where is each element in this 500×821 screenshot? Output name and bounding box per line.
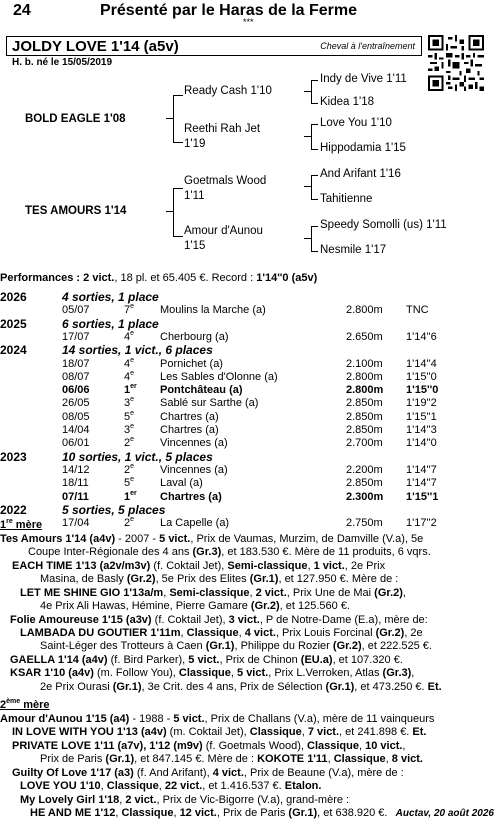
dam-text-7: Folie Amoureuse 1'15 (a3v) (f. Coktail Jet), 3 vict., P de Notre-Dame (E.a), mère de: xyxy=(10,614,428,626)
race-time: 1'19''2 xyxy=(406,397,437,410)
dam-bracket xyxy=(173,188,183,237)
dam-text-2: Coupe Inter-Régionale des 4 ans (Gr.3), et 183.530 €. Mère de 11 produits, 6 vqrs. xyxy=(28,546,431,558)
horse-name: JOLDY LOVE 1'14 (a5v) xyxy=(12,38,179,55)
gp-sire-dam-line1: Reethi Rah Jet xyxy=(184,123,261,135)
performance-summary xyxy=(0,272,317,284)
race-distance: 2.750m xyxy=(346,517,383,530)
performance-label: Performances : xyxy=(0,272,84,284)
race-place xyxy=(124,384,137,396)
race-row xyxy=(0,384,500,397)
gdam-text-1: Amour d'Aunou 1'15 (a4) - 1988 - 5 vict., Prix de Challans (V.a), mère de 11 vainqueurs xyxy=(0,713,435,725)
horse-name-box xyxy=(6,36,422,56)
race-date: 06/06 xyxy=(62,384,90,397)
race-row xyxy=(0,437,500,450)
ggp-2: Kidea 1'18 xyxy=(320,96,374,108)
ggp-8: Nesmile 1'17 xyxy=(320,244,387,256)
ggp-tick-2 xyxy=(304,136,311,137)
ggp-1: Indy de Vive 1'11 xyxy=(320,73,407,85)
race-time: 1'15''0 xyxy=(406,370,437,383)
race-place xyxy=(124,437,134,449)
performance-wins: 2 vict. xyxy=(83,272,115,284)
qr-code-icon xyxy=(428,35,484,91)
race-date: 26/05 xyxy=(62,397,90,410)
year-summary: 4 sorties, 1 place xyxy=(62,290,159,304)
race-time: TNC xyxy=(406,304,429,317)
race-place-suffix: e xyxy=(130,356,135,364)
ggp-5: And Arifant 1'16 xyxy=(320,168,401,180)
race-date: 14/12 xyxy=(62,463,90,476)
ggp-tick-1 xyxy=(304,91,311,92)
race-place-num: 1 xyxy=(124,384,131,397)
race-place-suffix: e xyxy=(130,436,135,444)
gp-dam-sire-line1: Goetmals Wood xyxy=(184,175,267,187)
race-date: 14/04 xyxy=(62,424,90,436)
performance-rest: , 18 pl. et 65.405 €. Record : xyxy=(114,272,257,284)
race-place-suffix: e xyxy=(130,329,135,337)
race-date: 06/01 xyxy=(62,437,90,450)
second-dam-heading xyxy=(0,699,50,711)
race-course: Les Sables d'Olonne (a) xyxy=(160,370,278,383)
race-date: 08/05 xyxy=(62,410,90,423)
dam-name: TES AMOURS 1'14 xyxy=(25,205,127,217)
race-place xyxy=(124,464,134,476)
gdam-text-2: IN LOVE WITH YOU 1'13 (a4v) (m. Coktail Jet), Classique, 7 vict., et 241.898 €. Et. xyxy=(12,726,427,738)
race-date: 17/07 xyxy=(62,330,90,343)
race-time: 1'15''1 xyxy=(406,490,439,503)
race-place-num: 4 xyxy=(124,330,131,343)
gp-dam-dam-line1: Amour d'Aunou xyxy=(184,225,263,237)
race-row xyxy=(0,371,500,384)
race-place xyxy=(124,411,134,423)
page-number: 24 xyxy=(13,2,31,19)
sire-bracket xyxy=(173,95,183,143)
page-title: Présenté par le Haras de la Ferme xyxy=(100,2,358,19)
race-place-suffix: e xyxy=(130,396,135,404)
year-label: 2022 xyxy=(0,502,27,517)
gdam-text-8: HE AND ME 1'12, Classique, 12 vict., Prix de Paris (Gr.1), et 638.920 €. xyxy=(30,807,388,819)
race-distance: 2.100m xyxy=(346,357,383,370)
horse-status: Cheval à l'entraînement xyxy=(320,41,415,51)
race-course: Laval (a) xyxy=(160,477,203,490)
dam-text-11: KSAR 1'10 (a4v) (m. Follow You), Classique, 5 vict., Prix L.Verroken, Atlas (Gr.3), xyxy=(10,667,415,679)
year-label: 2024 xyxy=(0,343,27,358)
ggp-bracket-3 xyxy=(311,175,318,200)
race-course: Moulins la Marche (a) xyxy=(160,304,266,317)
race-place-suffix: e xyxy=(130,462,135,470)
race-distance: 2.850m xyxy=(346,477,383,490)
race-date: 18/07 xyxy=(62,357,90,370)
race-time: 1'14''6 xyxy=(406,330,437,343)
race-row xyxy=(0,424,500,437)
ggp-bracket-4 xyxy=(311,226,318,252)
first-dam-sup: re xyxy=(6,518,13,525)
first-dam-word: mère xyxy=(12,519,43,531)
race-place-num: 4 xyxy=(124,357,131,370)
race-course: Chartres (a) xyxy=(160,424,219,436)
second-dam-num: 2 xyxy=(0,699,7,711)
dam-text-6: 4e Prix Ali Hawas, Hémine, Pierre Gamare (Gr.2), et 125.560 €. xyxy=(40,600,350,612)
race-place-suffix: er xyxy=(130,489,137,497)
ggp-bracket-1 xyxy=(311,80,318,104)
race-row xyxy=(0,464,500,477)
race-place-num: 4 xyxy=(124,370,131,383)
race-place-num: 3 xyxy=(124,424,131,436)
race-place-suffix: e xyxy=(130,303,135,311)
race-time: 1'17''2 xyxy=(406,517,437,530)
race-place-suffix: e xyxy=(130,409,135,417)
race-course: Vincennes (a) xyxy=(160,437,228,450)
dam-text-5: LET ME SHINE GIO 1'13a/m, Semi-classique, 2 vict., Prix Une de Mai (Gr.2), xyxy=(20,587,406,599)
race-place-num: 5 xyxy=(124,410,131,423)
dam-text-8: LAMBADA DU GOUTIER 1'11m, Classique, 4 vict., Prix Louis Forcinal (Gr.2), 2e xyxy=(20,627,423,639)
dam-text-12: 2e Prix Ourasi (Gr.1), 3e Crit. des 4 ans, Prix de Sélection (Gr.1), et 473.250 €. Et. xyxy=(40,681,442,693)
stars: *** xyxy=(243,17,254,27)
year-summary: 14 sorties, 1 vict., 6 places xyxy=(62,343,213,358)
gp-dam-dam-line2: 1'15 xyxy=(184,240,206,252)
dam-text-10: GAELLA 1'14 (a4v) (f. Bird Parker), 5 vict., Prix de Chinon (EU.a), et 107.320 €. xyxy=(10,654,403,666)
race-place xyxy=(124,477,134,489)
race-time: 1'15''1 xyxy=(406,410,437,423)
gdam-text-6: LOVE YOU 1'10, Classique, 22 vict., et 1.416.537 €. Etalon. xyxy=(20,780,322,792)
dam-text-9: Saint-Léger des Trotteurs à Caen (Gr.1), Philippe du Rozier (Gr.2), et 222.525 €. xyxy=(40,640,432,652)
race-time: 1'15''0 xyxy=(406,384,439,397)
race-distance: 2.800m xyxy=(346,304,383,317)
race-place xyxy=(124,358,134,370)
race-distance: 2.700m xyxy=(346,437,383,450)
race-distance: 2.850m xyxy=(346,410,383,423)
gp-sire-sire: Ready Cash 1'10 xyxy=(184,85,272,97)
race-row xyxy=(0,411,500,424)
dam-text-3: EACH TIME 1'13 (a2v/m3v) (f. Coktail Jet), Semi-classique, 1 vict., 2e Prix xyxy=(12,560,386,572)
race-course: Chartres (a) xyxy=(160,410,219,423)
race-place xyxy=(124,424,134,436)
gp-dam-sire-line2: 1'11 xyxy=(184,190,205,202)
race-place-num: 3 xyxy=(124,397,131,410)
year-summary: 10 sorties, 1 vict., 5 places xyxy=(62,449,213,464)
race-place-num: 1 xyxy=(124,490,131,503)
race-course: La Capelle (a) xyxy=(160,517,230,530)
race-place xyxy=(124,331,134,343)
gdam-text-5: Guilty Of Love 1'17 (a3) (f. And Arifant), 4 vict., Prix de Beaune (V.a), mère de : xyxy=(12,767,404,779)
race-date: 08/07 xyxy=(62,370,90,383)
race-place xyxy=(124,371,134,383)
race-row xyxy=(0,304,500,317)
race-distance: 2.850m xyxy=(346,424,383,436)
gp-sire-dam-line2: 1'19 xyxy=(184,138,206,150)
year-summary: 5 sorties, 5 places xyxy=(62,502,166,517)
ggp-3: Love You 1'10 xyxy=(320,117,392,129)
race-time: 1'14''4 xyxy=(406,357,437,370)
sire-name: BOLD EAGLE 1'08 xyxy=(25,113,126,125)
race-place-suffix: er xyxy=(130,383,137,391)
first-dam-num: 1 xyxy=(0,519,7,531)
race-place-num: 2 xyxy=(124,517,131,530)
race-place-num: 7 xyxy=(124,304,131,317)
ggp-4: Hippodamia 1'15 xyxy=(320,142,406,154)
race-course: Pornichet (a) xyxy=(160,357,223,370)
race-distance: 2.200m xyxy=(346,463,383,476)
race-row xyxy=(0,517,500,530)
ggp-6: Tahitienne xyxy=(320,193,373,205)
second-dam-sup: ème xyxy=(6,698,21,705)
year-label: 2025 xyxy=(0,316,27,331)
ggp-7: Speedy Somolli (us) 1'11 xyxy=(320,219,447,231)
gdam-text-7: My Lovely Girl 1'18, 2 vict., Prix de Vic-Bigorre (V.a), grand-mère : xyxy=(20,794,350,806)
horse-subtitle: H. b. né le 15/05/2019 xyxy=(12,57,113,68)
sire-tick xyxy=(166,118,174,119)
race-place xyxy=(124,397,134,409)
race-place xyxy=(124,304,134,316)
race-time: 1'14''3 xyxy=(406,424,437,436)
race-row xyxy=(0,397,500,410)
race-place-num: 2 xyxy=(124,463,131,476)
dam-text-4: Masina, de Basly (Gr.2), 5e Prix des Elites (Gr.1), et 127.950 €. Mère de : xyxy=(40,573,399,585)
first-dam-heading xyxy=(0,519,42,531)
race-date: 17/04 xyxy=(62,517,90,530)
year-label: 2023 xyxy=(0,449,27,464)
race-row xyxy=(0,491,500,504)
ggp-bracket-2 xyxy=(311,124,318,150)
race-distance: 2.800m xyxy=(346,370,383,383)
race-time: 1'14''7 xyxy=(406,477,437,490)
race-date: 18/11 xyxy=(62,477,89,490)
race-row xyxy=(0,477,500,490)
race-distance: 2.300m xyxy=(346,490,384,503)
year-label: 2026 xyxy=(0,290,27,304)
dam-tick xyxy=(166,211,174,212)
ggp-tick-4 xyxy=(304,238,311,239)
race-place-suffix: e xyxy=(130,516,135,524)
race-place-num: 5 xyxy=(124,477,131,490)
race-date: 05/07 xyxy=(62,304,90,317)
race-course: Chartres (a) xyxy=(160,490,222,503)
ggp-tick-3 xyxy=(304,186,311,187)
year-summary: 6 sorties, 1 place xyxy=(62,316,159,331)
race-place-suffix: e xyxy=(130,476,135,484)
race-time: 1'14''0 xyxy=(406,437,437,450)
race-place xyxy=(124,491,137,503)
race-place-suffix: e xyxy=(130,369,135,377)
race-date: 07/11 xyxy=(62,490,89,503)
race-place-num: 2 xyxy=(124,437,131,450)
race-place-suffix: e xyxy=(130,423,135,430)
race-distance: 2.800m xyxy=(346,384,384,397)
performance-record: 1'14''0 (a5v) xyxy=(256,272,318,284)
race-course: Cherbourg (a) xyxy=(160,330,229,343)
footer-note: Auctav, 20 août 2026 xyxy=(392,808,494,819)
gdam-text-4: Prix de Paris (Gr.1), et 847.145 €. Mère de : KOKOTE 1'11, Classique, 8 vict. xyxy=(40,753,423,765)
race-distance: 2.850m xyxy=(346,397,383,410)
gdam-text-3: PRIVATE LOVE 1'11 (a7v), 1'12 (m9v) (f. Goetmals Wood), Classique, 10 vict., xyxy=(12,740,406,752)
race-row xyxy=(0,358,500,371)
race-course: Pontchâteau (a) xyxy=(160,384,243,397)
second-dam-word: mère xyxy=(20,699,50,711)
race-course: Vincennes (a) xyxy=(160,463,228,476)
race-time: 1'14''7 xyxy=(406,463,437,476)
race-row xyxy=(0,331,500,344)
race-place xyxy=(124,517,134,529)
dam-text-1: Tes Amours 1'14 (a4v) - 2007 - 5 vict., Prix de Vaumas, Murzim, de Damville (V.a), 5e xyxy=(0,533,424,545)
race-course: Sablé sur Sarthe (a) xyxy=(160,397,259,410)
race-distance: 2.650m xyxy=(346,330,383,343)
